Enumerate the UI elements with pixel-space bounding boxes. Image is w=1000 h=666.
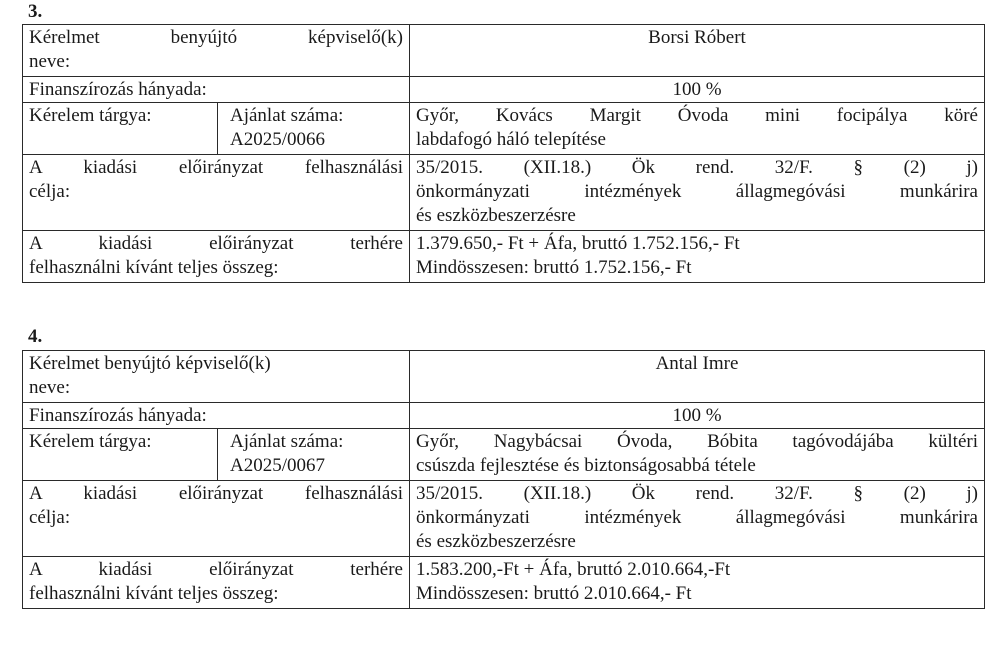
subject-text: Győr, Kovács Margit Óvoda mini focipálya köré labdafogó háló telepítése — [410, 103, 985, 155]
financing-row — [23, 77, 985, 103]
amount-text: 1.379.650,- Ft + Áfa, bruttó 1.752.156,- Ft Mindösszesen: bruttó 1.752.156,- Ft — [410, 231, 985, 283]
offer-cell — [218, 429, 410, 481]
applicant-name: Borsi Róbert — [410, 25, 985, 77]
offer-number: A2025/0067 — [230, 455, 325, 476]
financing-label: Finanszírozás hányada: — [23, 77, 410, 103]
applicant-name: Antal Imre — [410, 351, 985, 403]
offer-label: Ajánlat száma: — [230, 105, 344, 126]
subject-label: Kérelem tárgya: — [23, 429, 218, 481]
amount-row — [23, 557, 985, 609]
purpose-row — [23, 155, 985, 231]
offer-number: A2025/0066 — [230, 129, 325, 150]
purpose-label: A kiadási előirányzat felhasználási célja: — [23, 155, 410, 231]
applicant-row — [23, 351, 985, 403]
applicant-label: Kérelmet benyújtó képviselő(k) neve: — [23, 351, 410, 403]
subject-label: Kérelem tárgya: — [23, 103, 218, 155]
amount-row — [23, 231, 985, 283]
amount-label: A kiadási előirányzat terhére felhasználni kívánt teljes összeg: — [23, 231, 410, 283]
subject-row — [23, 429, 985, 481]
offer-label: Ajánlat száma: — [230, 431, 344, 452]
financing-row — [23, 403, 985, 429]
request-table — [22, 24, 985, 283]
applicant-row — [23, 25, 985, 77]
subject-text: Győr, Nagybácsai Óvoda, Bóbita tagóvodájába kültéri csúszda fejlesztése és biztonságosabbá tétele — [410, 429, 985, 481]
section-number: 3. — [28, 1, 43, 22]
financing-label: Finanszírozás hányada: — [23, 403, 410, 429]
purpose-row — [23, 481, 985, 557]
subject-row — [23, 103, 985, 155]
purpose-text: 35/2015. (XII.18.) Ök rend. 32/F. § (2) j) önkormányzati intézmények állagmegóvási munkárira és eszközbeszerzésre — [410, 481, 985, 557]
section-number: 4. — [28, 326, 43, 347]
applicant-label: Kérelmet benyújtó képviselő(k) neve: — [23, 25, 410, 77]
purpose-text: 35/2015. (XII.18.) Ök rend. 32/F. § (2) j) önkormányzati intézmények állagmegóvási munkárira és eszközbeszerzésre — [410, 155, 985, 231]
request-table — [22, 350, 985, 609]
amount-text: 1.583.200,-Ft + Áfa, bruttó 2.010.664,-Ft Mindösszesen: bruttó 2.010.664,- Ft — [410, 557, 985, 609]
financing-value: 100 % — [410, 77, 985, 103]
purpose-label: A kiadási előirányzat felhasználási célja: — [23, 481, 410, 557]
offer-cell — [218, 103, 410, 155]
amount-label: A kiadási előirányzat terhére felhasználni kívánt teljes összeg: — [23, 557, 410, 609]
financing-value: 100 % — [410, 403, 985, 429]
